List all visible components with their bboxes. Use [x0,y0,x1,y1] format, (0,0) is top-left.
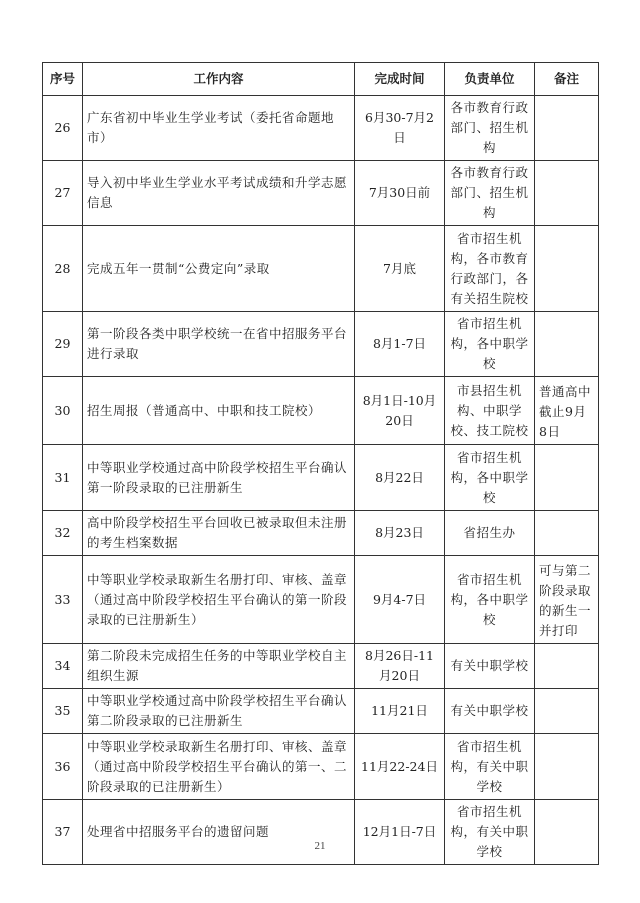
row-time: 8月1日-10月20日 [355,377,445,445]
row-seq: 31 [43,445,83,511]
row-unit: 有关中职学校 [445,644,535,689]
row-time: 8月1-7日 [355,312,445,377]
row-content: 广东省初中毕业生学业考试（委托省命题地市） [83,96,355,161]
row-time: 8月22日 [355,445,445,511]
row-note [535,800,599,865]
row-seq: 29 [43,312,83,377]
row-unit: 省市招生机构，各中职学校 [445,312,535,377]
row-time: 9月4-7日 [355,556,445,644]
row-note [535,96,599,161]
table-row [43,734,599,800]
row-content: 第一阶段各类中职学校统一在省中招服务平台进行录取 [83,312,355,377]
row-unit: 市县招生机构、中职学校、技工院校 [445,377,535,445]
row-time: 11月21日 [355,689,445,734]
row-time: 8月23日 [355,511,445,556]
table-row [43,96,599,161]
header-unit: 负责单位 [445,63,535,96]
row-seq: 34 [43,644,83,689]
row-content: 处理省中招服务平台的遗留问题 [83,800,355,865]
row-seq: 33 [43,556,83,644]
table-row [43,511,599,556]
row-note: 普通高中截止9月8日 [535,377,599,445]
row-note [535,312,599,377]
row-seq: 37 [43,800,83,865]
row-unit: 省市招生机构，各中职学校 [445,445,535,511]
row-time: 7月30日前 [355,161,445,226]
row-unit: 各市教育行政部门、招生机构 [445,161,535,226]
row-unit: 省市招生机构，有关中职学校 [445,800,535,865]
row-note [535,644,599,689]
table-row [43,377,599,445]
row-unit: 省市招生机构，有关中职学校 [445,734,535,800]
row-content: 高中阶段学校招生平台回收已被录取但未注册的考生档案数据 [83,511,355,556]
row-note [535,161,599,226]
row-note [535,511,599,556]
table-row [43,644,599,689]
row-content: 中等职业学校录取新生名册打印、审核、盖章（通过高中阶段学校招生平台确认的第一、二阶段录取的已注册新生） [83,734,355,800]
table-row [43,161,599,226]
row-note: 可与第二阶段录取的新生一并打印 [535,556,599,644]
row-content: 第二阶段未完成招生任务的中等职业学校自主组织生源 [83,644,355,689]
row-seq: 35 [43,689,83,734]
table-row [43,226,599,312]
row-note [535,445,599,511]
row-seq: 32 [43,511,83,556]
header-time: 完成时间 [355,63,445,96]
row-unit: 省招生办 [445,511,535,556]
row-content: 中等职业学校通过高中阶段学校招生平台确认第一阶段录取的已注册新生 [83,445,355,511]
row-content: 完成五年一贯制“公费定向”录取 [83,226,355,312]
header-seq: 序号 [43,63,83,96]
table-header-row [43,63,599,96]
table-row [43,556,599,644]
table-row [43,800,599,865]
row-note [535,689,599,734]
row-unit: 省市招生机构，各中职学校 [445,556,535,644]
row-seq: 30 [43,377,83,445]
header-content: 工作内容 [83,63,355,96]
row-note [535,226,599,312]
row-content: 中等职业学校通过高中阶段学校招生平台确认第二阶段录取的已注册新生 [83,689,355,734]
row-unit: 省市招生机构，各市教育行政部门，各有关招生院校 [445,226,535,312]
schedule-table [42,62,599,865]
row-unit: 各市教育行政部门、招生机构 [445,96,535,161]
row-time: 12月1日-7日 [355,800,445,865]
row-seq: 26 [43,96,83,161]
row-seq: 36 [43,734,83,800]
row-seq: 28 [43,226,83,312]
row-content: 中等职业学校录取新生名册打印、审核、盖章（通过高中阶段学校招生平台确认的第一阶段录取的已注册新生） [83,556,355,644]
table-row [43,445,599,511]
row-time: 6月30-7月2日 [355,96,445,161]
row-unit: 有关中职学校 [445,689,535,734]
row-time: 11月22-24日 [355,734,445,800]
row-content: 招生周报（普通高中、中职和技工院校） [83,377,355,445]
row-note [535,734,599,800]
header-note: 备注 [535,63,599,96]
row-content: 导入初中毕业生学业水平考试成绩和升学志愿信息 [83,161,355,226]
row-time: 8月26日-11月20日 [355,644,445,689]
row-seq: 27 [43,161,83,226]
table-row [43,689,599,734]
page-number: 21 [314,840,326,852]
table-row [43,312,599,377]
row-time: 7月底 [355,226,445,312]
